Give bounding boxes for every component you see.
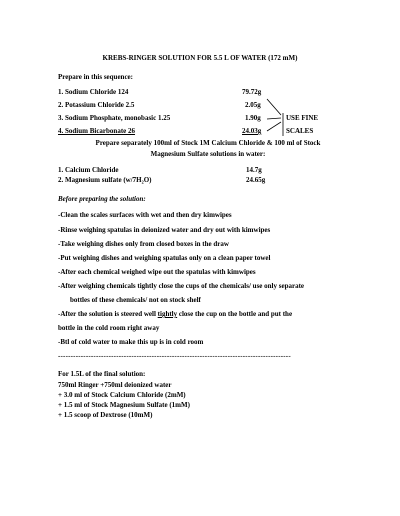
steer-instruction-line1 [58, 311, 292, 318]
final-line: + 3.0 ml of Stock Calcium Chloride (2mM) [58, 391, 186, 399]
ingredient-amount: 1.90g [245, 114, 261, 122]
ingredient-name: 2. Potassium Chloride 2.5 [58, 101, 135, 109]
instruction-line: -Take weighing dishes only from closed boxes in the draw [58, 240, 229, 248]
document-title: KREBS-RINGER SOLUTION FOR 5.5 L OF WATER (172 mM) [102, 54, 298, 62]
steer-text-after: close the cup on the bottle and put the [177, 310, 293, 318]
final-heading: For 1.5L of the final solution: [58, 370, 146, 378]
instruction-line: bottles of these chemicals/ not on stock shelf [70, 296, 201, 304]
final-line: + 1.5 scoop of Dextrose (10mM) [58, 411, 153, 419]
prepare-label: Prepare in this sequence: [58, 73, 133, 81]
separator-line: -------------------------------------------------------------------------------------------- [58, 352, 291, 360]
stock-heading-line2: Magnesium Sulfate solutions in water: [150, 150, 266, 158]
instruction-line: -Btl of cold water to make this up is in cold room [58, 338, 204, 346]
instruction-line: -Clean the scales surfaces with wet and then dry kimwipes [58, 211, 232, 219]
before-label: Before preparing the solution: [58, 195, 146, 203]
steer-text-underlined: tightly [157, 310, 178, 318]
stock-heading-line1: Prepare separately 100ml of Stock 1M Calcium Chloride & 100 ml of Stock [95, 139, 321, 147]
ingredient-amount: 2.05g [245, 101, 261, 109]
steer-text-before: -After the solution is steered well [58, 310, 158, 318]
stock-name: 2. Magnesium sulfate (w/7H₂O) [58, 176, 152, 184]
instruction-line: -After weighing chemicals tightly close the cups of the chemicals/ use only separate [58, 282, 305, 290]
instruction-line: -Put weighing dishes and weighing spatulas only on a clean paper towel [58, 254, 271, 262]
ingredient-amount: 79.72g [242, 88, 262, 96]
instruction-line: -Rinse weighing spatulas in deionized water and dry out with kimwipes [58, 226, 271, 234]
ingredient-name: 3. Sodium Phosphate, monobasic 1.25 [58, 114, 171, 122]
ingredient-name: 4. Sodium Bicarbonate 26 [58, 127, 136, 135]
ingredient-name: 1. Sodium Chloride 124 [58, 88, 129, 96]
final-line: 750ml Ringer +750ml deionized water [58, 381, 172, 389]
stock-amount: 14.7g [246, 166, 262, 174]
instruction-line: -After each chemical weighed wipe out the spatulas with kimwipes [58, 268, 256, 276]
final-line: + 1.5 ml of Stock Magnesium Sulfate (1mM) [58, 401, 190, 409]
scales-note: SCALES [286, 127, 314, 135]
stock-name: 1. Calcium Chloride [58, 166, 119, 174]
steer-instruction-line2: bottle in the cold room right away [58, 324, 160, 332]
ingredient-amount: 24.03g [242, 127, 262, 135]
use-fine-note: USE FINE [286, 114, 319, 122]
stock-amount: 24.65g [246, 176, 266, 184]
